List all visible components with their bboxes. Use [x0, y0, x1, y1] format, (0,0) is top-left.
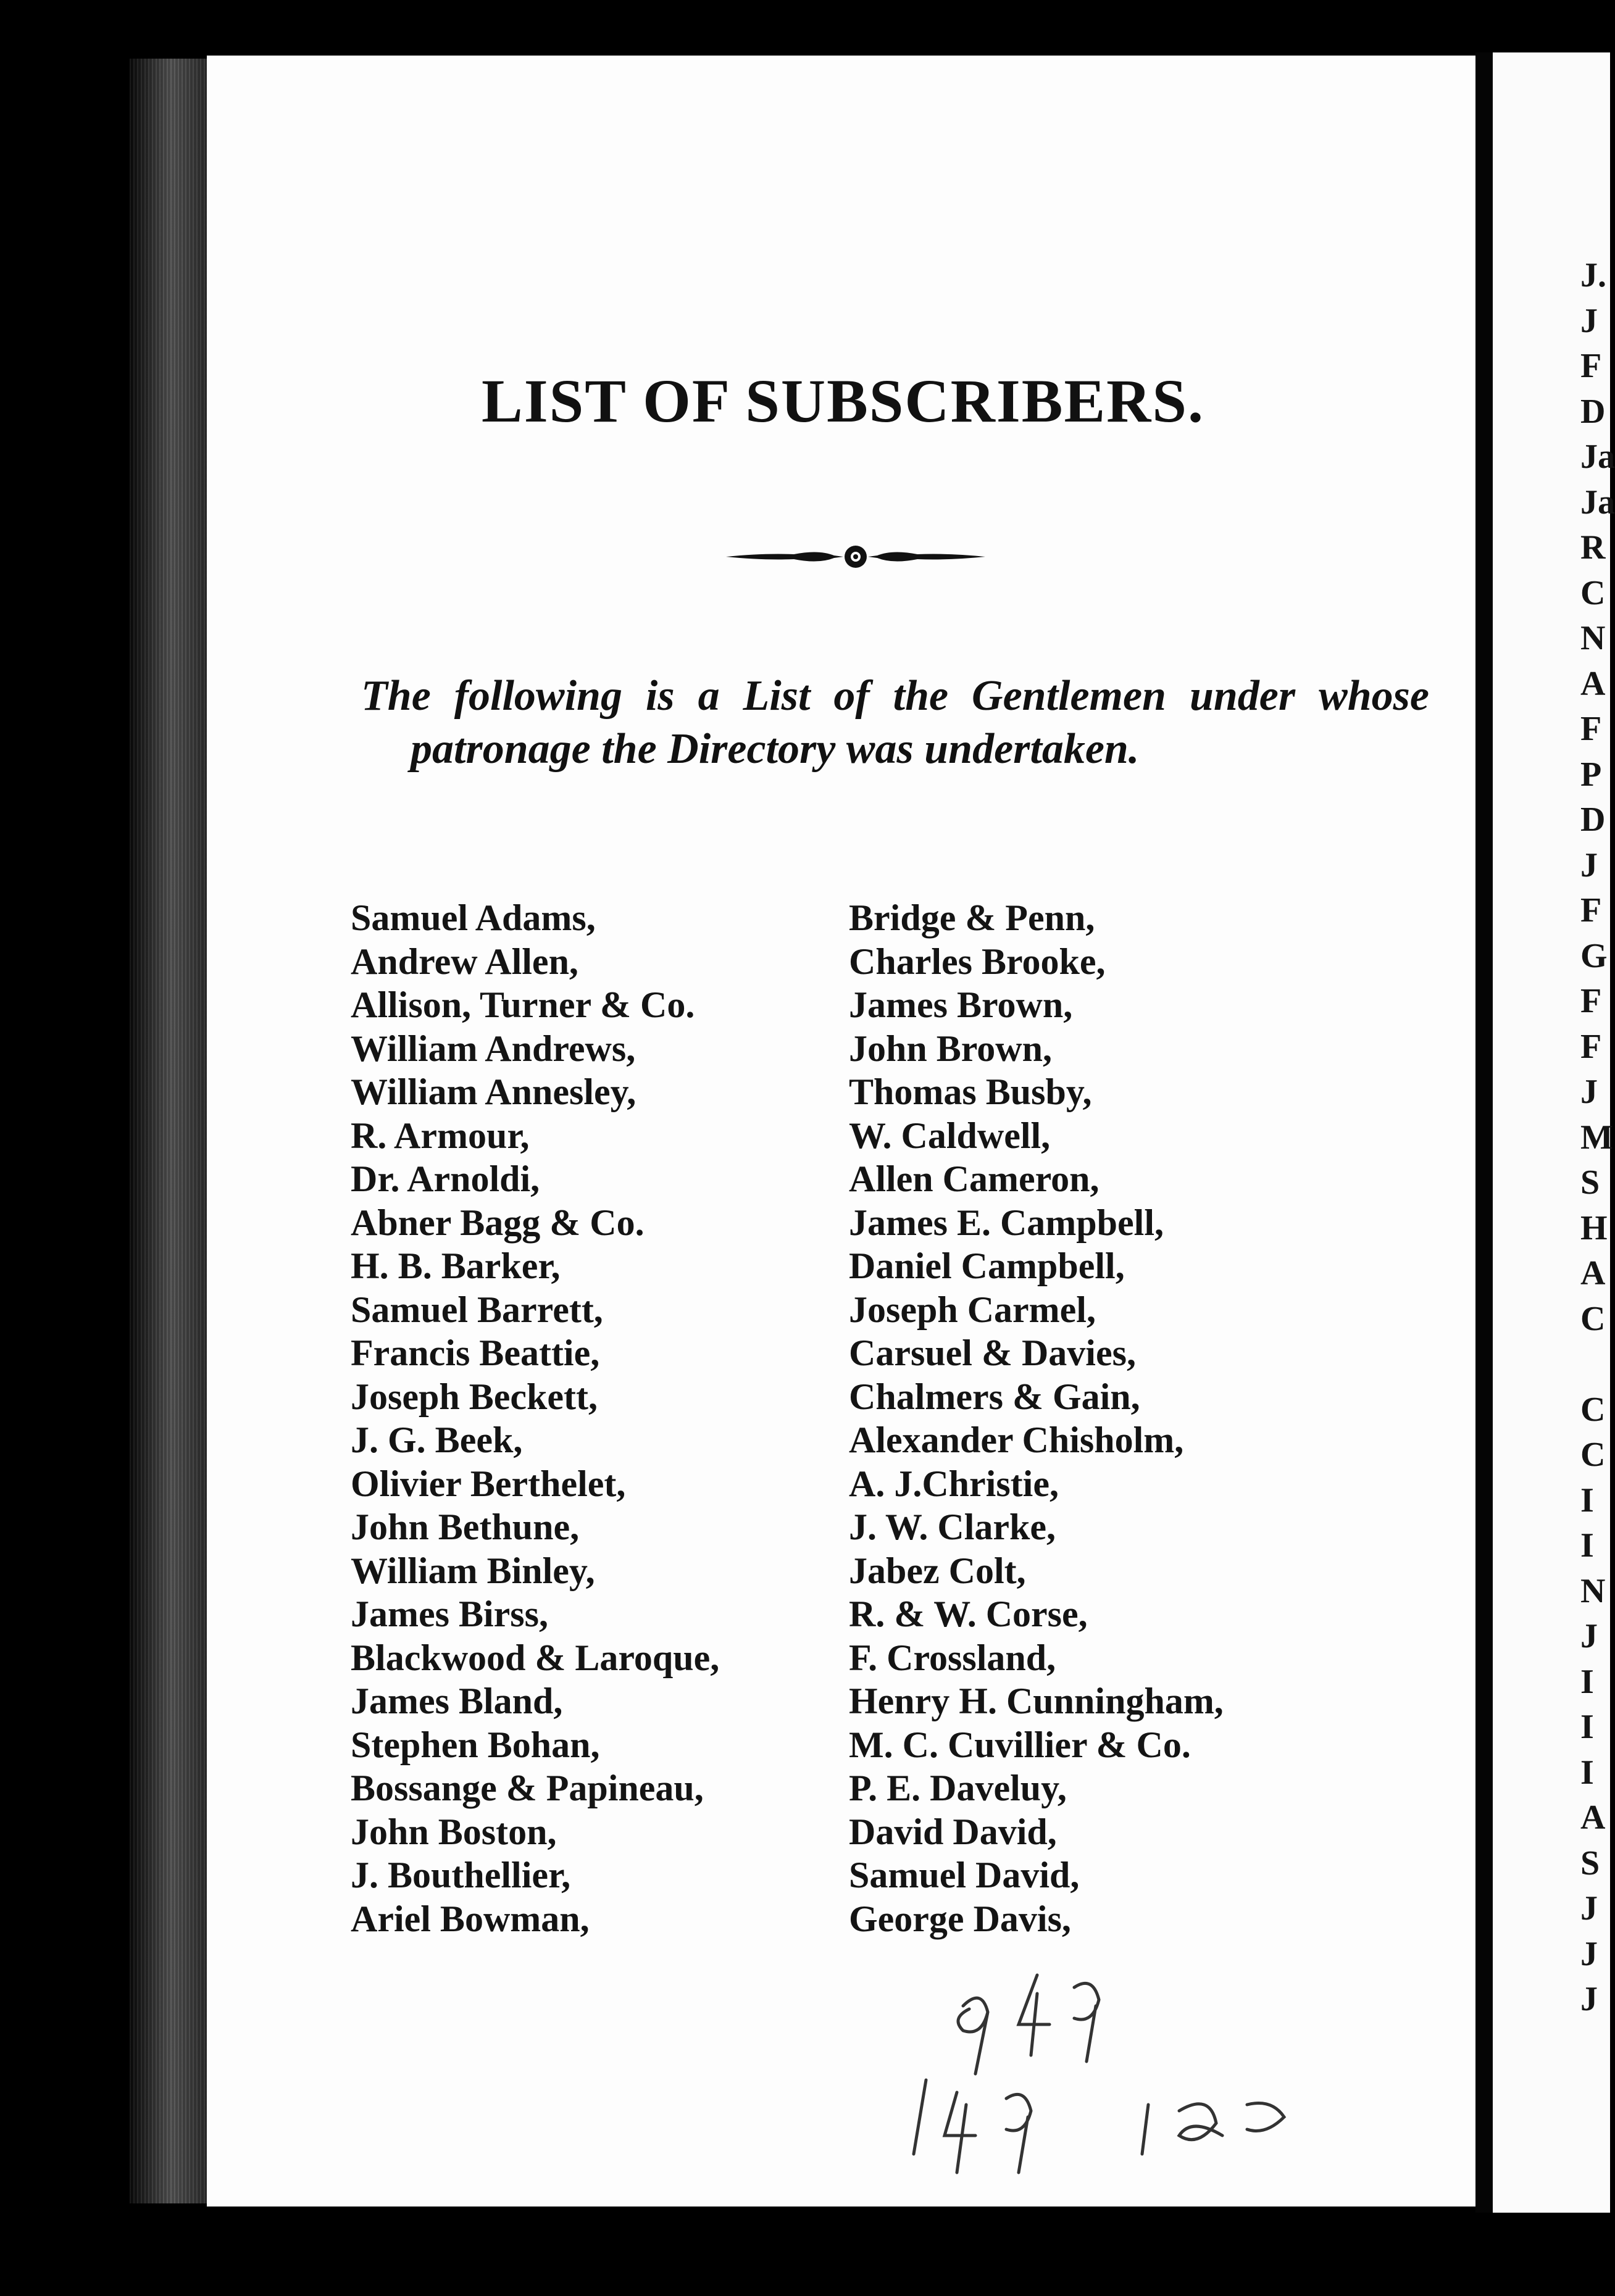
subscriber-name: William Binley,: [351, 1550, 595, 1591]
subscriber-name: W. Caldwell,: [849, 1115, 1051, 1156]
subscriber-name: James Birss,: [351, 1594, 548, 1634]
subscriber-name: Carsuel & Davies,: [849, 1333, 1136, 1373]
facing-page-letter: S: [1580, 1844, 1600, 1882]
subscriber-name: Bridge & Penn,: [849, 897, 1095, 938]
subscriber-name: Blackwood & Laroque,: [351, 1637, 720, 1678]
subscriber-column-right: [849, 896, 1293, 1940]
subscriber-name: Henry H. Cunningham,: [849, 1681, 1224, 1721]
subscriber-name: James E. Campbell,: [849, 1202, 1164, 1243]
subscriber-name: Daniel Campbell,: [849, 1246, 1125, 1286]
facing-page-letter: H: [1580, 1208, 1608, 1247]
subscriber-name: M. C. Cuvillier & Co.: [849, 1724, 1191, 1765]
facing-page-letter: J: [1580, 301, 1598, 340]
subscriber-name: Samuel Barrett,: [351, 1289, 603, 1330]
subscriber-name: F. Crossland,: [849, 1637, 1056, 1678]
subscriber-name: Samuel David,: [849, 1855, 1080, 1895]
facing-page-letter: G: [1580, 936, 1608, 975]
facing-page-letter: I: [1580, 1481, 1594, 1520]
facing-page-letter: S: [1580, 1163, 1600, 1202]
facing-page-letter: J: [1580, 846, 1598, 884]
subscriber-name: James Bland,: [351, 1681, 563, 1721]
facing-page-letter: A: [1580, 664, 1606, 703]
subscriber-name: Abner Bagg & Co.: [351, 1202, 645, 1243]
facing-page-letter: J: [1580, 1617, 1598, 1655]
subscriber-name: J. G. Beek,: [351, 1420, 523, 1460]
subscriber-name: Thomas Busby,: [849, 1071, 1092, 1112]
facing-page-letter: J: [1580, 1934, 1598, 1973]
subscriber-name: James Brown,: [849, 984, 1073, 1025]
subscriber-name: John Brown,: [849, 1028, 1053, 1069]
facing-page-letter: I: [1580, 1753, 1594, 1792]
subscriber-name: Francis Beattie,: [351, 1333, 600, 1373]
facing-page-letter: J: [1580, 1073, 1598, 1111]
subscriber-name: R. Armour,: [351, 1115, 530, 1156]
facing-page-letter: Ja: [1580, 438, 1615, 476]
subscriber-name: Chalmers & Gain,: [849, 1376, 1140, 1417]
subscriber-column-left: [351, 896, 770, 1940]
facing-page-letter: D: [1580, 801, 1606, 839]
facing-page-letter: J: [1580, 1889, 1598, 1928]
subscriber-name: William Andrews,: [351, 1028, 636, 1069]
facing-page-letter: Ja: [1580, 483, 1615, 522]
facing-page-letter: J.: [1580, 256, 1606, 294]
subscriber-name: Joseph Beckett,: [351, 1376, 598, 1417]
subscriber-name: John Boston,: [351, 1811, 557, 1852]
facing-page-letter: D: [1580, 392, 1606, 431]
facing-page-letter: I: [1580, 1708, 1594, 1746]
handwritten-annotation: [889, 1950, 1321, 2185]
subscriber-name: Stephen Bohan,: [351, 1724, 600, 1765]
subscriber-name: Olivier Berthelet,: [351, 1463, 626, 1504]
subscriber-name: David David,: [849, 1811, 1057, 1852]
facing-page-letter: C: [1580, 573, 1606, 612]
page-gutter: [1475, 52, 1493, 2213]
facing-page-letter: C: [1580, 1436, 1606, 1474]
facing-page-letter: N: [1580, 619, 1606, 657]
facing-page-letter: [1580, 1342, 1615, 1387]
facing-page-letter: F: [1580, 710, 1602, 748]
facing-page-letter: C: [1580, 1299, 1606, 1338]
subscriber-name: R. & W. Corse,: [849, 1594, 1088, 1634]
facing-page-letter: N: [1580, 1571, 1606, 1610]
facing-page-letter: R: [1580, 528, 1606, 567]
subscriber-name: Ariel Bowman,: [351, 1898, 590, 1939]
facing-page-letter: A: [1580, 1799, 1606, 1837]
subscriber-name: Allen Cameron,: [849, 1158, 1100, 1199]
subscriber-name: Charles Brooke,: [849, 941, 1106, 982]
facing-page-letters: [1580, 253, 1615, 2023]
subscriber-name: A. J.Christie,: [849, 1463, 1059, 1504]
facing-page-letter: F: [1580, 982, 1602, 1020]
facing-page-letter: F: [1580, 347, 1602, 385]
page-title: LIST OF SUBSCRIBERS.: [482, 367, 1205, 435]
subscriber-name: George Davis,: [849, 1898, 1071, 1939]
subscriber-name: Allison, Turner & Co.: [351, 984, 695, 1025]
subscriber-name: P. E. Daveluy,: [849, 1768, 1067, 1808]
subscriber-name: Andrew Allen,: [351, 941, 578, 982]
subscriber-name: Joseph Carmel,: [849, 1289, 1096, 1330]
facing-page-letter: F: [1580, 1027, 1602, 1066]
facing-page-letter: F: [1580, 891, 1602, 930]
facing-page-letter: A: [1580, 1254, 1606, 1292]
facing-page-letter: M: [1580, 1118, 1613, 1157]
facing-page-letter: I: [1580, 1526, 1594, 1565]
subscriber-name: Dr. Arnoldi,: [351, 1158, 540, 1199]
facing-page-letter: I: [1580, 1662, 1594, 1701]
subscriber-name: William Annesley,: [351, 1071, 636, 1112]
intro-paragraph: The following is a List of the Gentlemen under whose patronage the Directory was undertaken.: [361, 672, 1429, 773]
subscriber-name: John Bethune,: [351, 1507, 580, 1547]
subscriber-name: H. B. Barker,: [351, 1246, 561, 1286]
subscriber-name: J. W. Clarke,: [849, 1507, 1056, 1547]
subscriber-name: Samuel Adams,: [351, 897, 596, 938]
facing-page-letter: J: [1580, 1980, 1598, 2018]
subscriber-name: Jabez Colt,: [849, 1550, 1026, 1591]
subscriber-name: J. Bouthellier,: [351, 1855, 571, 1895]
facing-page-letter: P: [1580, 755, 1602, 794]
subscriber-name: Bossange & Papineau,: [351, 1768, 704, 1808]
facing-page-letter: C: [1580, 1390, 1606, 1429]
ornament-divider: [726, 541, 985, 573]
subscriber-name: Alexander Chisholm,: [849, 1420, 1184, 1460]
